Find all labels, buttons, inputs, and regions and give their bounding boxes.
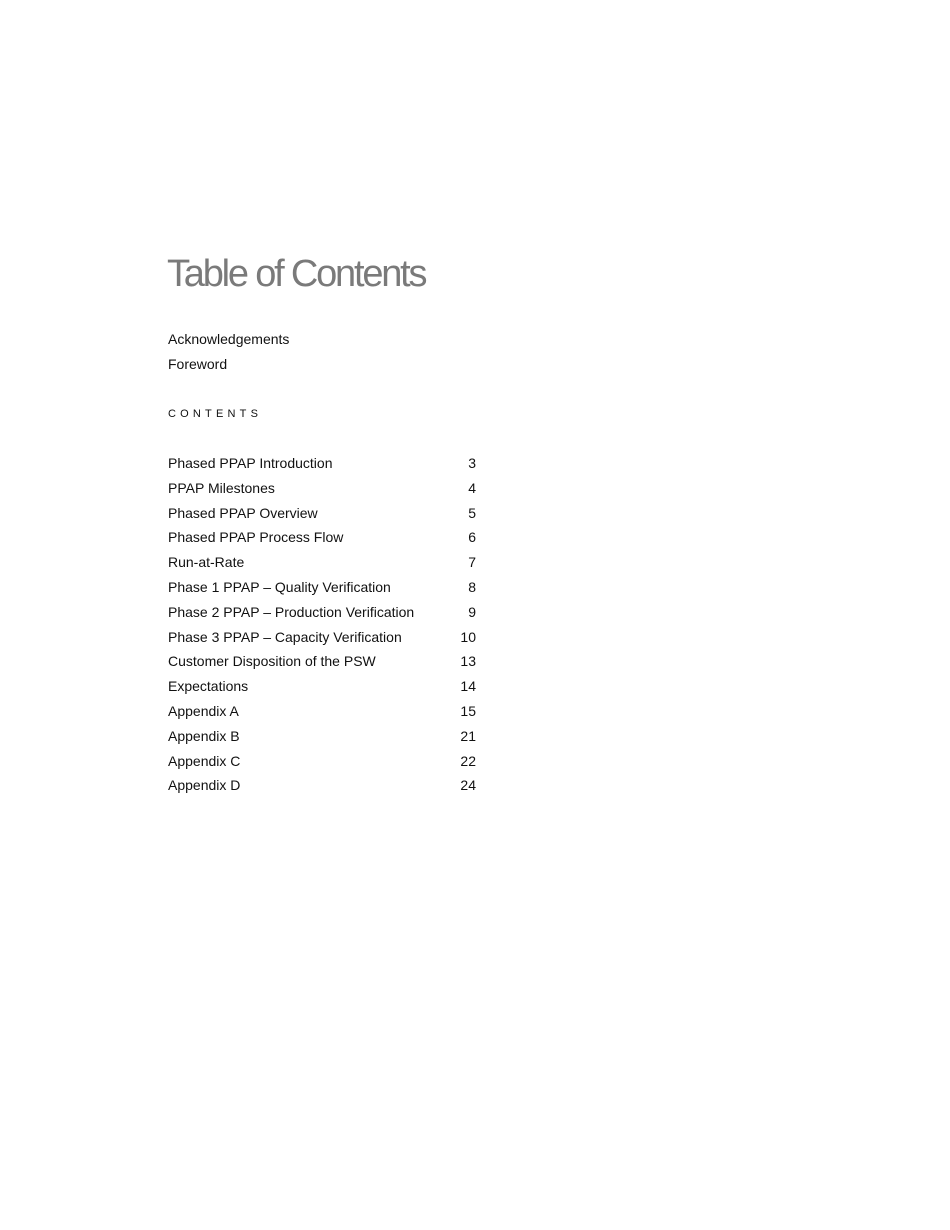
- toc-entry-page: 9: [468, 603, 476, 620]
- toc-entry[interactable]: [168, 602, 476, 627]
- toc-entry-page: 24: [460, 777, 476, 794]
- toc-entry-page: 8: [468, 578, 476, 595]
- toc-entry-title: Expectations: [168, 678, 249, 695]
- toc-entry[interactable]: [168, 503, 476, 528]
- toc-entry[interactable]: [168, 527, 476, 552]
- front-matter-item-foreword[interactable]: Foreword: [168, 356, 228, 372]
- front-matter-list: [168, 329, 289, 379]
- toc-entry-title: Customer Disposition of the PSW: [168, 653, 376, 670]
- toc-entry-page: 10: [460, 628, 476, 645]
- toc-entry-title: Appendix B: [168, 727, 240, 744]
- toc-entry-title: Run-at-Rate: [168, 554, 245, 571]
- toc-entry[interactable]: [168, 651, 476, 676]
- toc-entry-title: Appendix C: [168, 752, 241, 769]
- toc-entry[interactable]: [168, 552, 476, 577]
- page-title: Table of Contents: [167, 253, 426, 295]
- toc-entry[interactable]: [168, 453, 476, 478]
- toc-entry[interactable]: [168, 577, 476, 602]
- toc-entry-page: 14: [460, 678, 476, 695]
- toc-entry-title: Phased PPAP Process Flow: [168, 529, 344, 546]
- contents-heading: CONTENTS: [168, 408, 263, 420]
- toc-entry-page: 22: [460, 752, 476, 769]
- toc-entry-page: 15: [460, 702, 476, 719]
- toc-entry-title: Phased PPAP Overview: [168, 504, 318, 521]
- toc-entry-page: 7: [468, 554, 476, 571]
- toc-entry[interactable]: [168, 775, 476, 800]
- toc-entry-page: 13: [460, 653, 476, 670]
- toc-entry-title: Phase 3 PPAP – Capacity Verification: [168, 628, 402, 645]
- toc-entry-title: Phase 2 PPAP – Production Verification: [168, 603, 415, 620]
- toc-entry-page: 3: [468, 455, 476, 471]
- toc-entry-page: 21: [460, 727, 476, 744]
- toc-entries-list: [168, 453, 476, 800]
- toc-entry[interactable]: [168, 701, 476, 726]
- toc-entry-title: Appendix A: [168, 702, 239, 719]
- toc-entry[interactable]: [168, 751, 476, 776]
- toc-entry-title: Appendix D: [168, 777, 241, 794]
- toc-entry-page: 4: [468, 479, 476, 496]
- toc-entry-page: 6: [468, 529, 476, 546]
- toc-entry-title: Phase 1 PPAP – Quality Verification: [168, 578, 391, 595]
- toc-entry[interactable]: [168, 478, 476, 503]
- front-matter-item-acknowledgements[interactable]: Acknowledgements: [168, 331, 290, 347]
- toc-entry[interactable]: [168, 676, 476, 701]
- toc-entry-title: Phased PPAP Introduction: [168, 455, 333, 471]
- toc-entry[interactable]: [168, 726, 476, 751]
- toc-entry-title: PPAP Milestones: [168, 479, 275, 496]
- toc-entry[interactable]: [168, 627, 476, 652]
- toc-entry-page: 5: [468, 504, 476, 521]
